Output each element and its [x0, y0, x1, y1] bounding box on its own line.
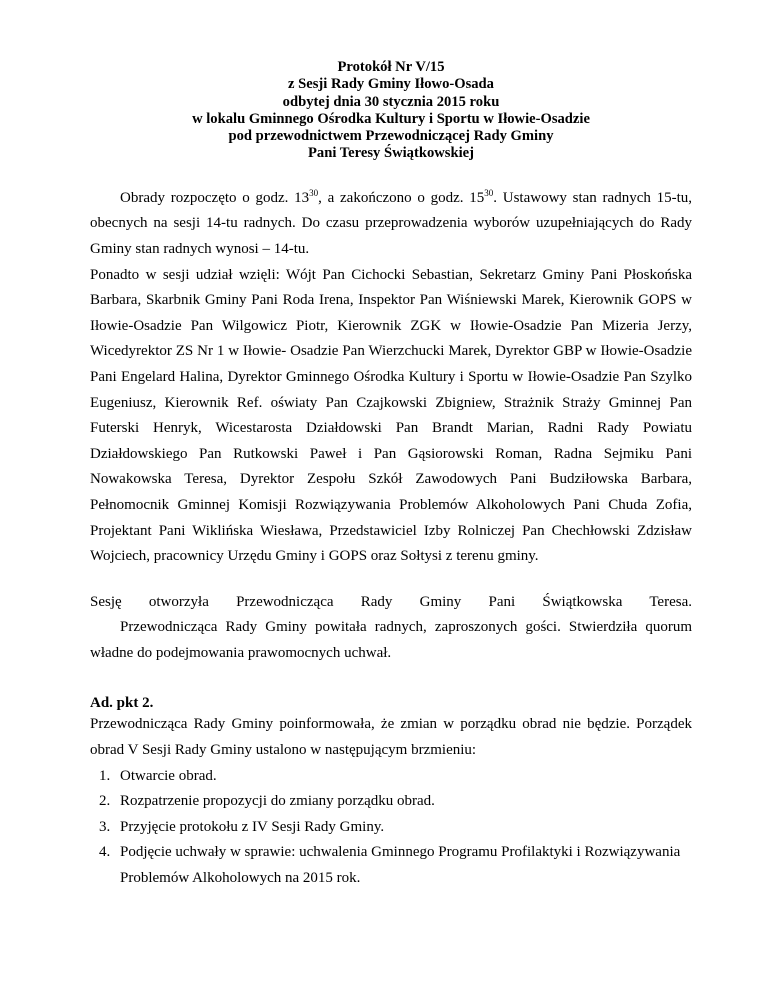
header-session: z Sesji Rady Gminy Iłowo-Osada [288, 76, 494, 93]
header-title: Protokół Nr V/15 [337, 59, 445, 75]
intro-end-text: . Ustawowy stan radnych 15-tu, obecnych na sesji 14-tu radnych. Do czasu przeprowadzenia wyborów uzupełniających do Rady Gminy stan radnych wynosi – 14-tu. [90, 189, 693, 257]
agenda-item: 4. Podjęcie uchwały w sprawie: uchwalenia Gminnego Programu Profilaktyki i Rozwiązywania Problemów Alkoholowych na 2015 rok. [114, 840, 692, 891]
intro-start-text: Obrady rozpoczęto o godz. 13 [120, 189, 310, 206]
header-chair: pod przewodnictwem Przewodniczącej Rady Gminy [228, 128, 554, 145]
protocol-header [90, 0, 692, 163]
intro-mid-text: , a zakończono o godz. 15 [318, 189, 485, 206]
start-minutes: 30 [309, 187, 319, 198]
opening-first-line: Sesję otworzyła Przewodnicząca Rady Gminy Pani Świątkowska Teresa. [90, 593, 692, 610]
section-text: Przewodnicząca Rady Gminy poinformowała, że zmian w porządku obrad nie będzie. Porządek obrad V Sesji Rady Gminy ustalono w następującym brzmieniu: [90, 716, 692, 759]
header-location: w lokalu Gminnego Ośrodka Kultury i Sportu w Iłowie-Osadzie [192, 110, 590, 127]
section-heading: Ad. pkt 2. [90, 695, 154, 712]
agenda-item: 3. Przyjęcie protokołu z IV Sesji Rady Gminy. [114, 815, 692, 841]
intro-paragraph [90, 186, 692, 263]
opening-rest: Przewodnicząca Rady Gminy powitała radnych, zaproszonych gości. Stwierdziła quorum władne do podejmowania prawomocnych uchwał. [90, 619, 692, 661]
opening-paragraph [90, 590, 692, 667]
attendees-paragraph: Ponadto w sesji udział wzięli: Wójt Pan Cichocki Sebastian, Sekretarz Gminy Pani Płoskońska Barbara, Skarbnik Gminy Pani Roda Irena, Inspektor Pan Wiśniewski Marek, Kierownik GOPS w Iłowie-Osadzie Pan Wilgowicz Piotr, Kierownik ZGK w Iłowie-Osadzie Pan Mizeria Jerzy, Wicedyrektor ZS Nr 1 w Iłowie- Osadzie Pan Wierzchucki Marek, Dyrektor GBP w Iłowie-Osadzie Pani Engelard Halina, Dyrektor Gminnego Ośrodka Kultury i Sportu w Iłowie-Osadzie Pan Szylko Eugeniusz, Kierownik Ref. oświaty Pan Czajkowski Zbigniew, Strażnik Straży Gminnej Pan Futerski Henryk, Wicestarosta Działdowski Pan Brandt Marian, Radni Rady Powiatu Działdowskiego Pan Rutkowski Paweł i Pan Gąsiorowski Roman, Radna Sejmiku Pani Nowakowska Teresa, Dyrektor Zespołu Szkół Zawodowych Pani Budziłowska Barbara, Pełnomocnik Gminnej Komisji Rozwiązywania Problemów Alkoholowych Pani Chuda Zofia, Projektant Pani Wiklińska Wiesława, Przedstawiciel Izby Rolniczej Pan Chechłowski Zdzisław Wojciech, pracownicy Urzędu Gminy i GOPS oraz Sołtysi z terenu gminy. [90, 266, 692, 565]
agenda-item: 1. Otwarcie obrad. [114, 764, 692, 790]
header-chair-name: Pani Teresy Świątkowskiej [308, 145, 474, 162]
header-date: odbytej dnia 30 stycznia 2015 roku [282, 93, 500, 110]
agenda-item: 2. Rozpatrzenie propozycji do zmiany porządku obrad. [114, 789, 692, 815]
agenda-list [90, 764, 692, 892]
end-minutes: 30 [484, 187, 494, 198]
